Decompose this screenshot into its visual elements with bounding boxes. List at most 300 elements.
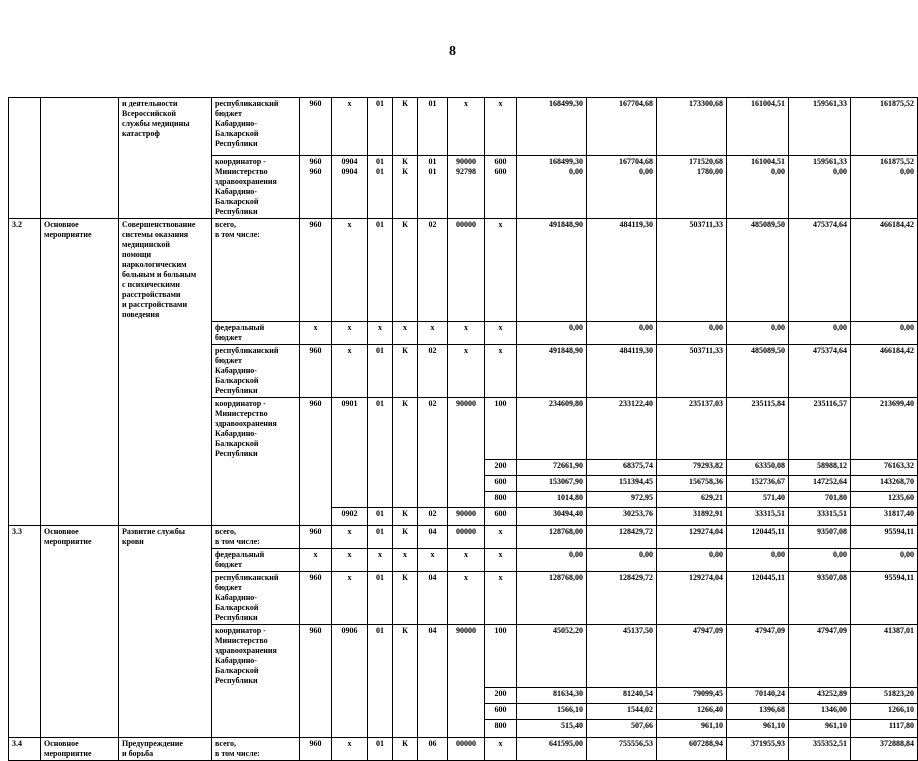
- cell-vr: х: [485, 219, 517, 322]
- cell-y6: 143268,70: [851, 476, 918, 492]
- cell-vr: х: [485, 526, 517, 549]
- cell-source: всего, в том числе:: [212, 219, 300, 322]
- cell-rzpr: [332, 703, 368, 719]
- cell-pgp: [393, 492, 418, 508]
- cell-y3: 503711,33: [657, 219, 727, 322]
- cell-rzpr: х: [332, 526, 368, 549]
- cell-y6: 1266,10: [851, 703, 918, 719]
- cell-name: [119, 321, 212, 344]
- cell-y2: 233122,40: [587, 397, 657, 460]
- cell-y5: 701,80: [789, 492, 851, 508]
- budget-table: [8, 97, 918, 761]
- cell-y1: 1014,80: [517, 492, 587, 508]
- cell-y5: 1346,00: [789, 703, 851, 719]
- cell-y6: 0,00: [851, 321, 918, 344]
- cell-name: [119, 344, 212, 397]
- table-row: [9, 549, 918, 572]
- cell-gp: [368, 687, 393, 703]
- cell-pgp: К: [393, 625, 418, 688]
- cell-y3: 47947,09: [657, 625, 727, 688]
- cell-num: [9, 572, 41, 625]
- cell-om: [418, 703, 448, 719]
- cell-type: [41, 625, 119, 688]
- cell-y5: 93507,08: [789, 526, 851, 549]
- cell-om: [418, 492, 448, 508]
- cell-num: [9, 625, 41, 688]
- cell-gp: 01: [368, 625, 393, 688]
- cell-type: [41, 156, 119, 219]
- cell-y4: 161004,51 0,00: [727, 156, 789, 219]
- table-row: [9, 687, 918, 703]
- cell-name: [119, 719, 212, 737]
- table-row: [9, 156, 918, 219]
- cell-rzpr: [332, 492, 368, 508]
- cell-y5: 0,00: [789, 321, 851, 344]
- cell-source: республиканский бюджет Кабардино- Балкарской Республики: [212, 344, 300, 397]
- cell-name: Совершенствование системы оказания медицинской помощи наркологическим больным и больным с психическими расстройствами и расстройствами поведения: [119, 219, 212, 322]
- cell-type: [41, 549, 119, 572]
- cell-pgp: [393, 703, 418, 719]
- cell-y5: 147252,64: [789, 476, 851, 492]
- cell-pgp: х: [393, 321, 418, 344]
- cell-type: [41, 321, 119, 344]
- cell-type: [41, 344, 119, 397]
- cell-om: 01 01: [418, 156, 448, 219]
- cell-y5: 475374,64: [789, 219, 851, 322]
- cell-name: [119, 492, 212, 508]
- cell-gp: 01: [368, 508, 393, 526]
- cell-type: [41, 719, 119, 737]
- cell-y4: 961,10: [727, 719, 789, 737]
- cell-y3: 129274,04: [657, 572, 727, 625]
- cell-pgp: [393, 687, 418, 703]
- cell-y2: 68375,74: [587, 460, 657, 476]
- cell-y4: 485089,50: [727, 219, 789, 322]
- cell-num: [9, 476, 41, 492]
- cell-y5: 93507,08: [789, 572, 851, 625]
- cell-rzpr: 0906: [332, 625, 368, 688]
- cell-pgp: К: [393, 219, 418, 322]
- cell-grbs: х: [300, 321, 332, 344]
- cell-direction: [448, 476, 485, 492]
- cell-om: [418, 476, 448, 492]
- cell-om: 02: [418, 508, 448, 526]
- cell-y2: 151394,45: [587, 476, 657, 492]
- cell-y5: 43252,89: [789, 687, 851, 703]
- cell-y1: 153067,90: [517, 476, 587, 492]
- cell-y4: 120445,11: [727, 572, 789, 625]
- cell-y2: 45137,50: [587, 625, 657, 688]
- cell-y1: 491848,90: [517, 344, 587, 397]
- table-row: [9, 344, 918, 397]
- cell-vr: х: [485, 344, 517, 397]
- cell-direction: х: [448, 344, 485, 397]
- cell-rzpr: 0904 0904: [332, 156, 368, 219]
- cell-pgp: К: [393, 98, 418, 156]
- table-row: [9, 98, 918, 156]
- cell-pgp: К: [393, 344, 418, 397]
- cell-y2: 167704,68: [587, 98, 657, 156]
- cell-num: [9, 719, 41, 737]
- cell-y3: 31892,91: [657, 508, 727, 526]
- cell-grbs: [300, 687, 332, 703]
- cell-source: [212, 476, 300, 492]
- cell-y4: 571,40: [727, 492, 789, 508]
- table-row: [9, 321, 918, 344]
- cell-y1: 45052,20: [517, 625, 587, 688]
- cell-grbs: 960: [300, 572, 332, 625]
- cell-rzpr: [332, 476, 368, 492]
- cell-grbs: [300, 476, 332, 492]
- cell-y2: 128429,72: [587, 572, 657, 625]
- page-number: 8: [449, 44, 456, 59]
- cell-y5: 58988,12: [789, 460, 851, 476]
- cell-gp: [368, 492, 393, 508]
- cell-rzpr: х: [332, 344, 368, 397]
- cell-y6: 0,00: [851, 549, 918, 572]
- cell-y4: 371955,93: [727, 737, 789, 760]
- cell-grbs: 960: [300, 737, 332, 760]
- cell-gp: 01 01: [368, 156, 393, 219]
- cell-om: 04: [418, 625, 448, 688]
- cell-y3: 629,21: [657, 492, 727, 508]
- cell-vr: 600: [485, 508, 517, 526]
- cell-name: [119, 687, 212, 703]
- cell-num: 3.4: [9, 737, 41, 760]
- cell-y1: 72661,90: [517, 460, 587, 476]
- cell-y2: 81240,54: [587, 687, 657, 703]
- cell-num: [9, 397, 41, 460]
- cell-y5: 159561,33: [789, 98, 851, 156]
- cell-y3: 503711,33: [657, 344, 727, 397]
- cell-type: [41, 397, 119, 460]
- cell-y6: 161875,52 0,00: [851, 156, 918, 219]
- cell-pgp: К К: [393, 156, 418, 219]
- cell-y6: 95594,11: [851, 572, 918, 625]
- cell-vr: 600: [485, 703, 517, 719]
- cell-y6: 1117,80: [851, 719, 918, 737]
- cell-source: [212, 460, 300, 476]
- cell-vr: х: [485, 321, 517, 344]
- cell-grbs: 960: [300, 625, 332, 688]
- cell-y6: 41387,01: [851, 625, 918, 688]
- cell-name: Развитие службы крови: [119, 526, 212, 549]
- cell-num: [9, 492, 41, 508]
- cell-source: федеральный бюджет: [212, 549, 300, 572]
- cell-pgp: К: [393, 572, 418, 625]
- cell-gp: 01: [368, 344, 393, 397]
- cell-y5: 355352,51: [789, 737, 851, 760]
- cell-om: 04: [418, 572, 448, 625]
- cell-grbs: х: [300, 549, 332, 572]
- cell-om: 04: [418, 526, 448, 549]
- cell-gp: х: [368, 549, 393, 572]
- cell-grbs: 960: [300, 526, 332, 549]
- cell-y4: 47947,09: [727, 625, 789, 688]
- cell-gp: 01: [368, 526, 393, 549]
- cell-direction: х: [448, 572, 485, 625]
- cell-y1: 641595,00: [517, 737, 587, 760]
- cell-name: [119, 397, 212, 460]
- table-row: [9, 572, 918, 625]
- table-row: [9, 492, 918, 508]
- cell-y2: 484119,30: [587, 344, 657, 397]
- cell-pgp: К: [393, 397, 418, 460]
- cell-name: [119, 572, 212, 625]
- cell-rzpr: 0902: [332, 508, 368, 526]
- cell-rzpr: [332, 719, 368, 737]
- cell-y3: 0,00: [657, 549, 727, 572]
- cell-om: х: [418, 321, 448, 344]
- cell-y4: 0,00: [727, 549, 789, 572]
- cell-pgp: К: [393, 508, 418, 526]
- cell-rzpr: х: [332, 321, 368, 344]
- cell-type: [41, 98, 119, 156]
- cell-y3: 1266,40: [657, 703, 727, 719]
- cell-y4: 152736,67: [727, 476, 789, 492]
- cell-y5: 0,00: [789, 549, 851, 572]
- cell-type: [41, 687, 119, 703]
- cell-gp: 01: [368, 219, 393, 322]
- cell-source: всего, в том числе:: [212, 737, 300, 760]
- cell-num: [9, 98, 41, 156]
- cell-om: 06: [418, 737, 448, 760]
- cell-pgp: х: [393, 549, 418, 572]
- cell-rzpr: х: [332, 572, 368, 625]
- cell-gp: [368, 460, 393, 476]
- cell-source: координатор - Министерство здравоохранения Кабардино- Балкарской Республики: [212, 625, 300, 688]
- cell-y1: 0,00: [517, 321, 587, 344]
- cell-om: 01: [418, 98, 448, 156]
- cell-y6: 372888,84: [851, 737, 918, 760]
- cell-gp: 01: [368, 397, 393, 460]
- cell-name: [119, 703, 212, 719]
- cell-vr: 600 600: [485, 156, 517, 219]
- cell-type: [41, 572, 119, 625]
- cell-y6: 31817,40: [851, 508, 918, 526]
- cell-direction: 90000: [448, 508, 485, 526]
- cell-y3: 607288,94: [657, 737, 727, 760]
- cell-name: [119, 549, 212, 572]
- cell-gp: 01: [368, 572, 393, 625]
- cell-y3: 79293,82: [657, 460, 727, 476]
- cell-num: 3.2: [9, 219, 41, 322]
- cell-direction: х: [448, 98, 485, 156]
- cell-y1: 0,00: [517, 549, 587, 572]
- cell-type: [41, 703, 119, 719]
- cell-grbs: 960: [300, 98, 332, 156]
- cell-y6: 95594,11: [851, 526, 918, 549]
- cell-source: координатор - Министерство здравоохранения Кабардино- Балкарской Республики: [212, 397, 300, 460]
- cell-y1: 515,40: [517, 719, 587, 737]
- cell-direction: [448, 687, 485, 703]
- cell-pgp: К: [393, 737, 418, 760]
- cell-grbs: [300, 492, 332, 508]
- cell-direction: 00000: [448, 737, 485, 760]
- cell-vr: 100: [485, 397, 517, 460]
- cell-direction: 90000 92798: [448, 156, 485, 219]
- cell-num: [9, 549, 41, 572]
- budget-table-body: [9, 98, 918, 761]
- table-row: [9, 219, 918, 322]
- cell-y6: 466184,42: [851, 219, 918, 322]
- cell-source: координатор - Министерство здравоохранения Кабардино- Балкарской Республики: [212, 156, 300, 219]
- cell-y6: 161875,52: [851, 98, 918, 156]
- cell-gp: [368, 703, 393, 719]
- cell-grbs: [300, 719, 332, 737]
- cell-pgp: [393, 476, 418, 492]
- cell-grbs: [300, 508, 332, 526]
- cell-y1: 81634,30: [517, 687, 587, 703]
- cell-y2: 972,95: [587, 492, 657, 508]
- cell-type: [41, 460, 119, 476]
- cell-grbs: 960: [300, 397, 332, 460]
- cell-y1: 128768,00: [517, 572, 587, 625]
- cell-y3: 156758,36: [657, 476, 727, 492]
- cell-vr: 800: [485, 719, 517, 737]
- cell-y2: 0,00: [587, 321, 657, 344]
- cell-vr: 100: [485, 625, 517, 688]
- cell-vr: х: [485, 98, 517, 156]
- cell-name: [119, 476, 212, 492]
- cell-y1: 168499,30 0,00: [517, 156, 587, 219]
- cell-gp: 01: [368, 737, 393, 760]
- cell-y5: 235116,57: [789, 397, 851, 460]
- cell-y1: 128768,00: [517, 526, 587, 549]
- table-row: [9, 719, 918, 737]
- cell-y1: 234609,80: [517, 397, 587, 460]
- cell-y2: 30253,76: [587, 508, 657, 526]
- table-row: [9, 476, 918, 492]
- table-row: [9, 703, 918, 719]
- cell-y3: 173300,68: [657, 98, 727, 156]
- cell-rzpr: х: [332, 549, 368, 572]
- cell-rzpr: х: [332, 737, 368, 760]
- cell-gp: [368, 476, 393, 492]
- cell-num: [9, 508, 41, 526]
- cell-y1: 491848,90: [517, 219, 587, 322]
- cell-source: [212, 719, 300, 737]
- cell-rzpr: 0901: [332, 397, 368, 460]
- cell-source: республиканский бюджет Кабардино- Балкарской Республики: [212, 572, 300, 625]
- cell-type: Основное мероприятие: [41, 219, 119, 322]
- cell-y4: 161004,51: [727, 98, 789, 156]
- cell-grbs: [300, 460, 332, 476]
- cell-direction: 00000: [448, 219, 485, 322]
- cell-y2: 128429,72: [587, 526, 657, 549]
- cell-num: [9, 460, 41, 476]
- cell-gp: [368, 719, 393, 737]
- cell-num: [9, 344, 41, 397]
- cell-type: Основное мероприятие: [41, 737, 119, 760]
- cell-direction: 90000: [448, 625, 485, 688]
- cell-y4: 70140,24: [727, 687, 789, 703]
- cell-gp: х: [368, 321, 393, 344]
- cell-y2: 484119,30: [587, 219, 657, 322]
- cell-type: [41, 476, 119, 492]
- cell-source: всего, в том числе:: [212, 526, 300, 549]
- cell-y2: 0,00: [587, 549, 657, 572]
- table-row: [9, 397, 918, 460]
- cell-y4: 1396,68: [727, 703, 789, 719]
- cell-source: республиканский бюджет Кабардино- Балкарской Республики: [212, 98, 300, 156]
- cell-direction: [448, 492, 485, 508]
- cell-om: [418, 719, 448, 737]
- cell-y4: 0,00: [727, 321, 789, 344]
- cell-type: [41, 508, 119, 526]
- table-row: [9, 526, 918, 549]
- cell-y6: 1235,60: [851, 492, 918, 508]
- cell-name: [119, 156, 212, 219]
- cell-y5: 33315,51: [789, 508, 851, 526]
- cell-direction: [448, 460, 485, 476]
- cell-om: х: [418, 549, 448, 572]
- cell-direction: 90000: [448, 397, 485, 460]
- cell-vr: х: [485, 737, 517, 760]
- cell-y3: 961,10: [657, 719, 727, 737]
- cell-grbs: 960: [300, 344, 332, 397]
- cell-vr: 200: [485, 460, 517, 476]
- cell-direction: х: [448, 549, 485, 572]
- cell-name: Предупреждение и борьба: [119, 737, 212, 760]
- cell-y1: 30494,40: [517, 508, 587, 526]
- cell-y5: 961,10: [789, 719, 851, 737]
- cell-y3: 79099,45: [657, 687, 727, 703]
- cell-grbs: 960 960: [300, 156, 332, 219]
- cell-rzpr: х: [332, 98, 368, 156]
- cell-y5: 475374,64: [789, 344, 851, 397]
- cell-direction: [448, 703, 485, 719]
- cell-y6: 213699,40: [851, 397, 918, 460]
- cell-source: [212, 508, 300, 526]
- cell-vr: х: [485, 572, 517, 625]
- cell-rzpr: [332, 687, 368, 703]
- cell-y2: 507,66: [587, 719, 657, 737]
- cell-rzpr: х: [332, 219, 368, 322]
- cell-num: 3.3: [9, 526, 41, 549]
- cell-y3: 0,00: [657, 321, 727, 344]
- cell-vr: 200: [485, 687, 517, 703]
- cell-om: [418, 687, 448, 703]
- cell-num: [9, 703, 41, 719]
- cell-y5: 159561,33 0,00: [789, 156, 851, 219]
- cell-om: 02: [418, 219, 448, 322]
- cell-y6: 51823,20: [851, 687, 918, 703]
- cell-num: [9, 321, 41, 344]
- cell-source: [212, 703, 300, 719]
- table-row: [9, 460, 918, 476]
- cell-y4: 235115,84: [727, 397, 789, 460]
- table-row: [9, 737, 918, 760]
- cell-om: 02: [418, 344, 448, 397]
- cell-num: [9, 687, 41, 703]
- cell-name: [119, 508, 212, 526]
- cell-source: [212, 492, 300, 508]
- cell-y3: 129274,04: [657, 526, 727, 549]
- table-row: [9, 508, 918, 526]
- cell-grbs: 960: [300, 219, 332, 322]
- cell-type: [41, 492, 119, 508]
- cell-name: [119, 625, 212, 688]
- cell-om: 02: [418, 397, 448, 460]
- cell-y3: 235137,03: [657, 397, 727, 460]
- cell-y1: 1566,10: [517, 703, 587, 719]
- cell-om: [418, 460, 448, 476]
- cell-type: Основное мероприятие: [41, 526, 119, 549]
- cell-pgp: [393, 719, 418, 737]
- cell-direction: х: [448, 321, 485, 344]
- cell-y6: 76163,32: [851, 460, 918, 476]
